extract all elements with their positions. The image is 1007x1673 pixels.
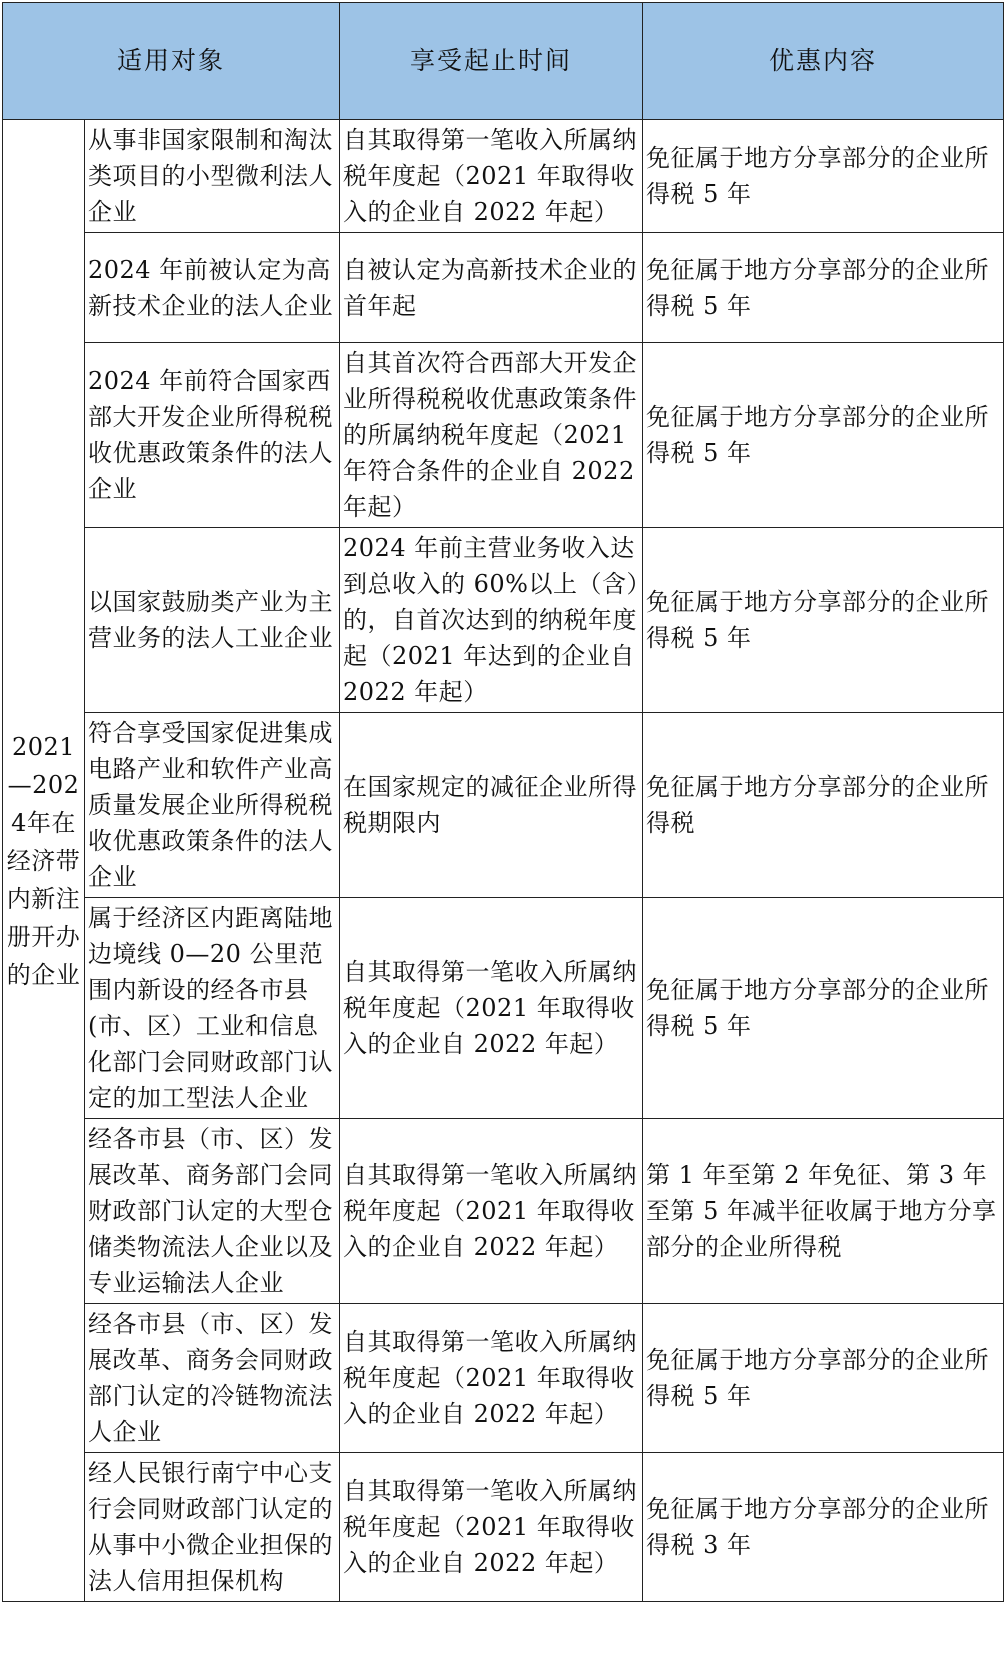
row-time: 自其取得第一笔收入所属纳税年度起（2021 年取得收入的企业自 2022 年起） [340,1304,643,1453]
table-row [3,120,1004,233]
row-benefit: 免征属于地方分享部分的企业所得税 [643,713,1004,898]
row-scope: 经各市县（市、区）发展改革、商务会同财政部门认定的冷链物流法人企业 [85,1304,340,1453]
row-benefit: 免征属于地方分享部分的企业所得税 3 年 [643,1453,1004,1602]
row-benefit: 免征属于地方分享部分的企业所得税 5 年 [643,120,1004,233]
row-time: 自其取得第一笔收入所属纳税年度起（2021 年取得收入的企业自 2022 年起） [340,120,643,233]
row-scope: 2024 年前符合国家西部大开发企业所得税税收优惠政策条件的法人企业 [85,343,340,528]
row-time: 在国家规定的减征企业所得税期限内 [340,713,643,898]
row-time: 自其取得第一笔收入所属纳税年度起（2021 年取得收入的企业自 2022 年起） [340,898,643,1119]
table-row [3,233,1004,343]
row-scope: 经各市县（市、区）发展改革、商务部门会同财政部门认定的大型仓储类物流法人企业以及专业运输法人企业 [85,1119,340,1304]
table-row [3,713,1004,898]
table-row [3,343,1004,528]
row-benefit: 免征属于地方分享部分的企业所得税 5 年 [643,898,1004,1119]
row-scope: 属于经济区内距离陆地边境线 0—20 公里范围内新设的经各市县(市、区）工业和信息化部门会同财政部门认定的加工型法人企业 [85,898,340,1119]
policy-table [2,2,1004,1602]
row-time: 2024 年前主营业务收入达到总收入的 60%以上（含）的，自首次达到的纳税年度起（2021 年达到的企业自 2022 年起） [340,528,643,713]
row-scope: 经人民银行南宁中心支行会同财政部门认定的从事中小微企业担保的法人信用担保机构 [85,1453,340,1602]
table-row [3,1453,1004,1602]
row-benefit: 第 1 年至第 2 年免征、第 3 年至第 5 年减半征收属于地方分享部分的企业所得税 [643,1119,1004,1304]
table-row [3,1304,1004,1453]
header-scope: 适用对象 [3,3,340,120]
table-row [3,898,1004,1119]
header-benefit: 优惠内容 [643,3,1004,120]
group-label: 2021—2024年在经济带内新注册开办的企业 [3,120,85,1602]
row-benefit: 免征属于地方分享部分的企业所得税 5 年 [643,233,1004,343]
table-row [3,528,1004,713]
row-benefit: 免征属于地方分享部分的企业所得税 5 年 [643,528,1004,713]
row-benefit: 免征属于地方分享部分的企业所得税 5 年 [643,1304,1004,1453]
table-header-row [3,3,1004,120]
row-time: 自其首次符合西部大开发企业所得税税收优惠政策条件的所属纳税年度起（2021 年符合条件的企业自 2022 年起） [340,343,643,528]
table-row [3,1119,1004,1304]
row-time: 自其取得第一笔收入所属纳税年度起（2021 年取得收入的企业自 2022 年起） [340,1453,643,1602]
row-time: 自其取得第一笔收入所属纳税年度起（2021 年取得收入的企业自 2022 年起） [340,1119,643,1304]
header-time: 享受起止时间 [340,3,643,120]
row-benefit: 免征属于地方分享部分的企业所得税 5 年 [643,343,1004,528]
row-scope: 从事非国家限制和淘汰类项目的小型微利法人企业 [85,120,340,233]
row-scope: 符合享受国家促进集成电路产业和软件产业高质量发展企业所得税税收优惠政策条件的法人企业 [85,713,340,898]
row-time: 自被认定为高新技术企业的首年起 [340,233,643,343]
row-scope: 2024 年前被认定为高新技术企业的法人企业 [85,233,340,343]
row-scope: 以国家鼓励类产业为主营业务的法人工业企业 [85,528,340,713]
